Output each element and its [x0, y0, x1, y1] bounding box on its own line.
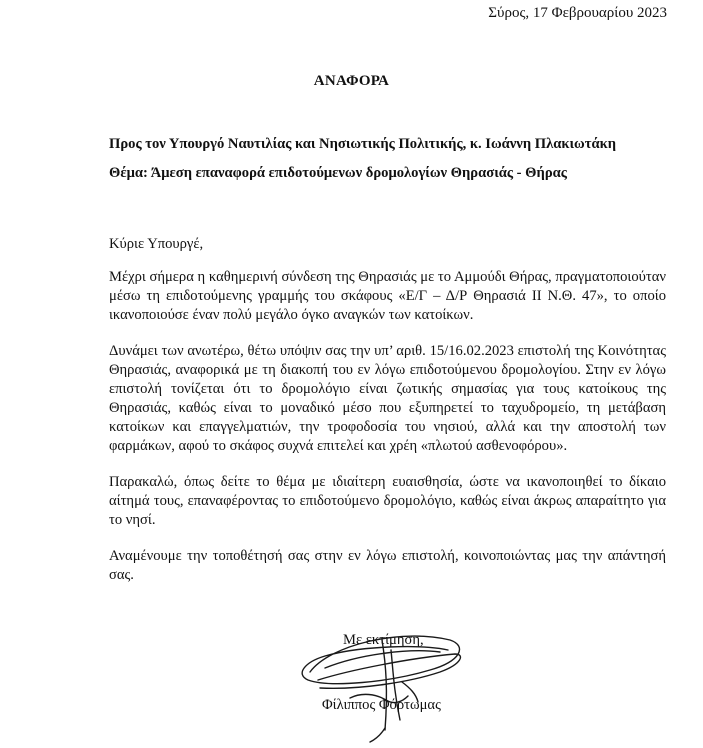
paragraph-3: Παρακαλώ, όπως δείτε το θέμα με ιδιαίτερη ευαισθησία, ώστε να ικανοποιηθεί το δίκαιο αίτημά τους, επαναφέροντας το επιδοτούμενο δρομολόγιο, καθώς είναι άκρως απαραίτητο για το νησί. [109, 474, 666, 528]
greeting: Κύριε Υπουργέ, [109, 236, 204, 252]
date-line: Σύρος, 17 Φεβρουαρίου 2023 [488, 5, 667, 21]
addressee-line: Προς τον Υπουργό Ναυτιλίας και Νησιωτικής Πολιτικής, κ. Ιωάννη Πλακιωτάκη [109, 136, 616, 152]
paragraph-4: Αναμένουμε την τοποθέτησή σας στην εν λόγω επιστολή, κοινοποιώντας μας την απάντησή σας. [109, 548, 666, 583]
subject-line: Θέμα: Άμεση επαναφορά επιδοτούμενων δρομολογίων Θηρασιάς - Θήρας [109, 165, 567, 181]
handwritten-signature [290, 610, 470, 745]
paragraph-2: Δυνάμει των ανωτέρω, θέτω υπόψιν σας την υπ’ αριθ. 15/16.02.2023 επιστολή της Κοινότητας Θηρασιάς, αναφορικά με τη διακοπή του εν λόγω επιδοτούμενου δρομολογίου. Στην εν λόγω επιστολή τονίζεται ότι το δρομολόγιο είναι ζωτικής σημασίας για τους κατοίκους της Θηρασιάς, καθώς είναι το μοναδικό μέσο που εξυπηρετεί το ταχυδρομείο, τη μετάβαση κατοίκων και επαγγελματιών, την τροφοδοσία του νησιού, αλλά και την αποστολή των φαρμάκων, αφού το σκάφος συχνά επιτελεί και χρέη «πλωτού ασθενοφόρου». [109, 343, 666, 454]
signer-name: Φίλιππος Φόρτωμας [322, 697, 441, 713]
paragraph-1: Μέχρι σήμερα η καθημερινή σύνδεση της Θηρασιάς με το Αμμούδι Θήρας, πραγματοποιούταν μέσω τη επιδοτούμενης γραμμής του σκάφους «Ε/Γ – Δ/Ρ Θηρασιά ΙΙ Ν.Θ. 47», το οποίο ικανοποιούσε έναν πολύ μεγάλο όγκο αναγκών των κατοίκων. [109, 269, 666, 323]
closing-line: Με εκτίμηση, [343, 632, 424, 648]
document-title: ΑΝΑΦΟΡΑ [313, 73, 390, 89]
